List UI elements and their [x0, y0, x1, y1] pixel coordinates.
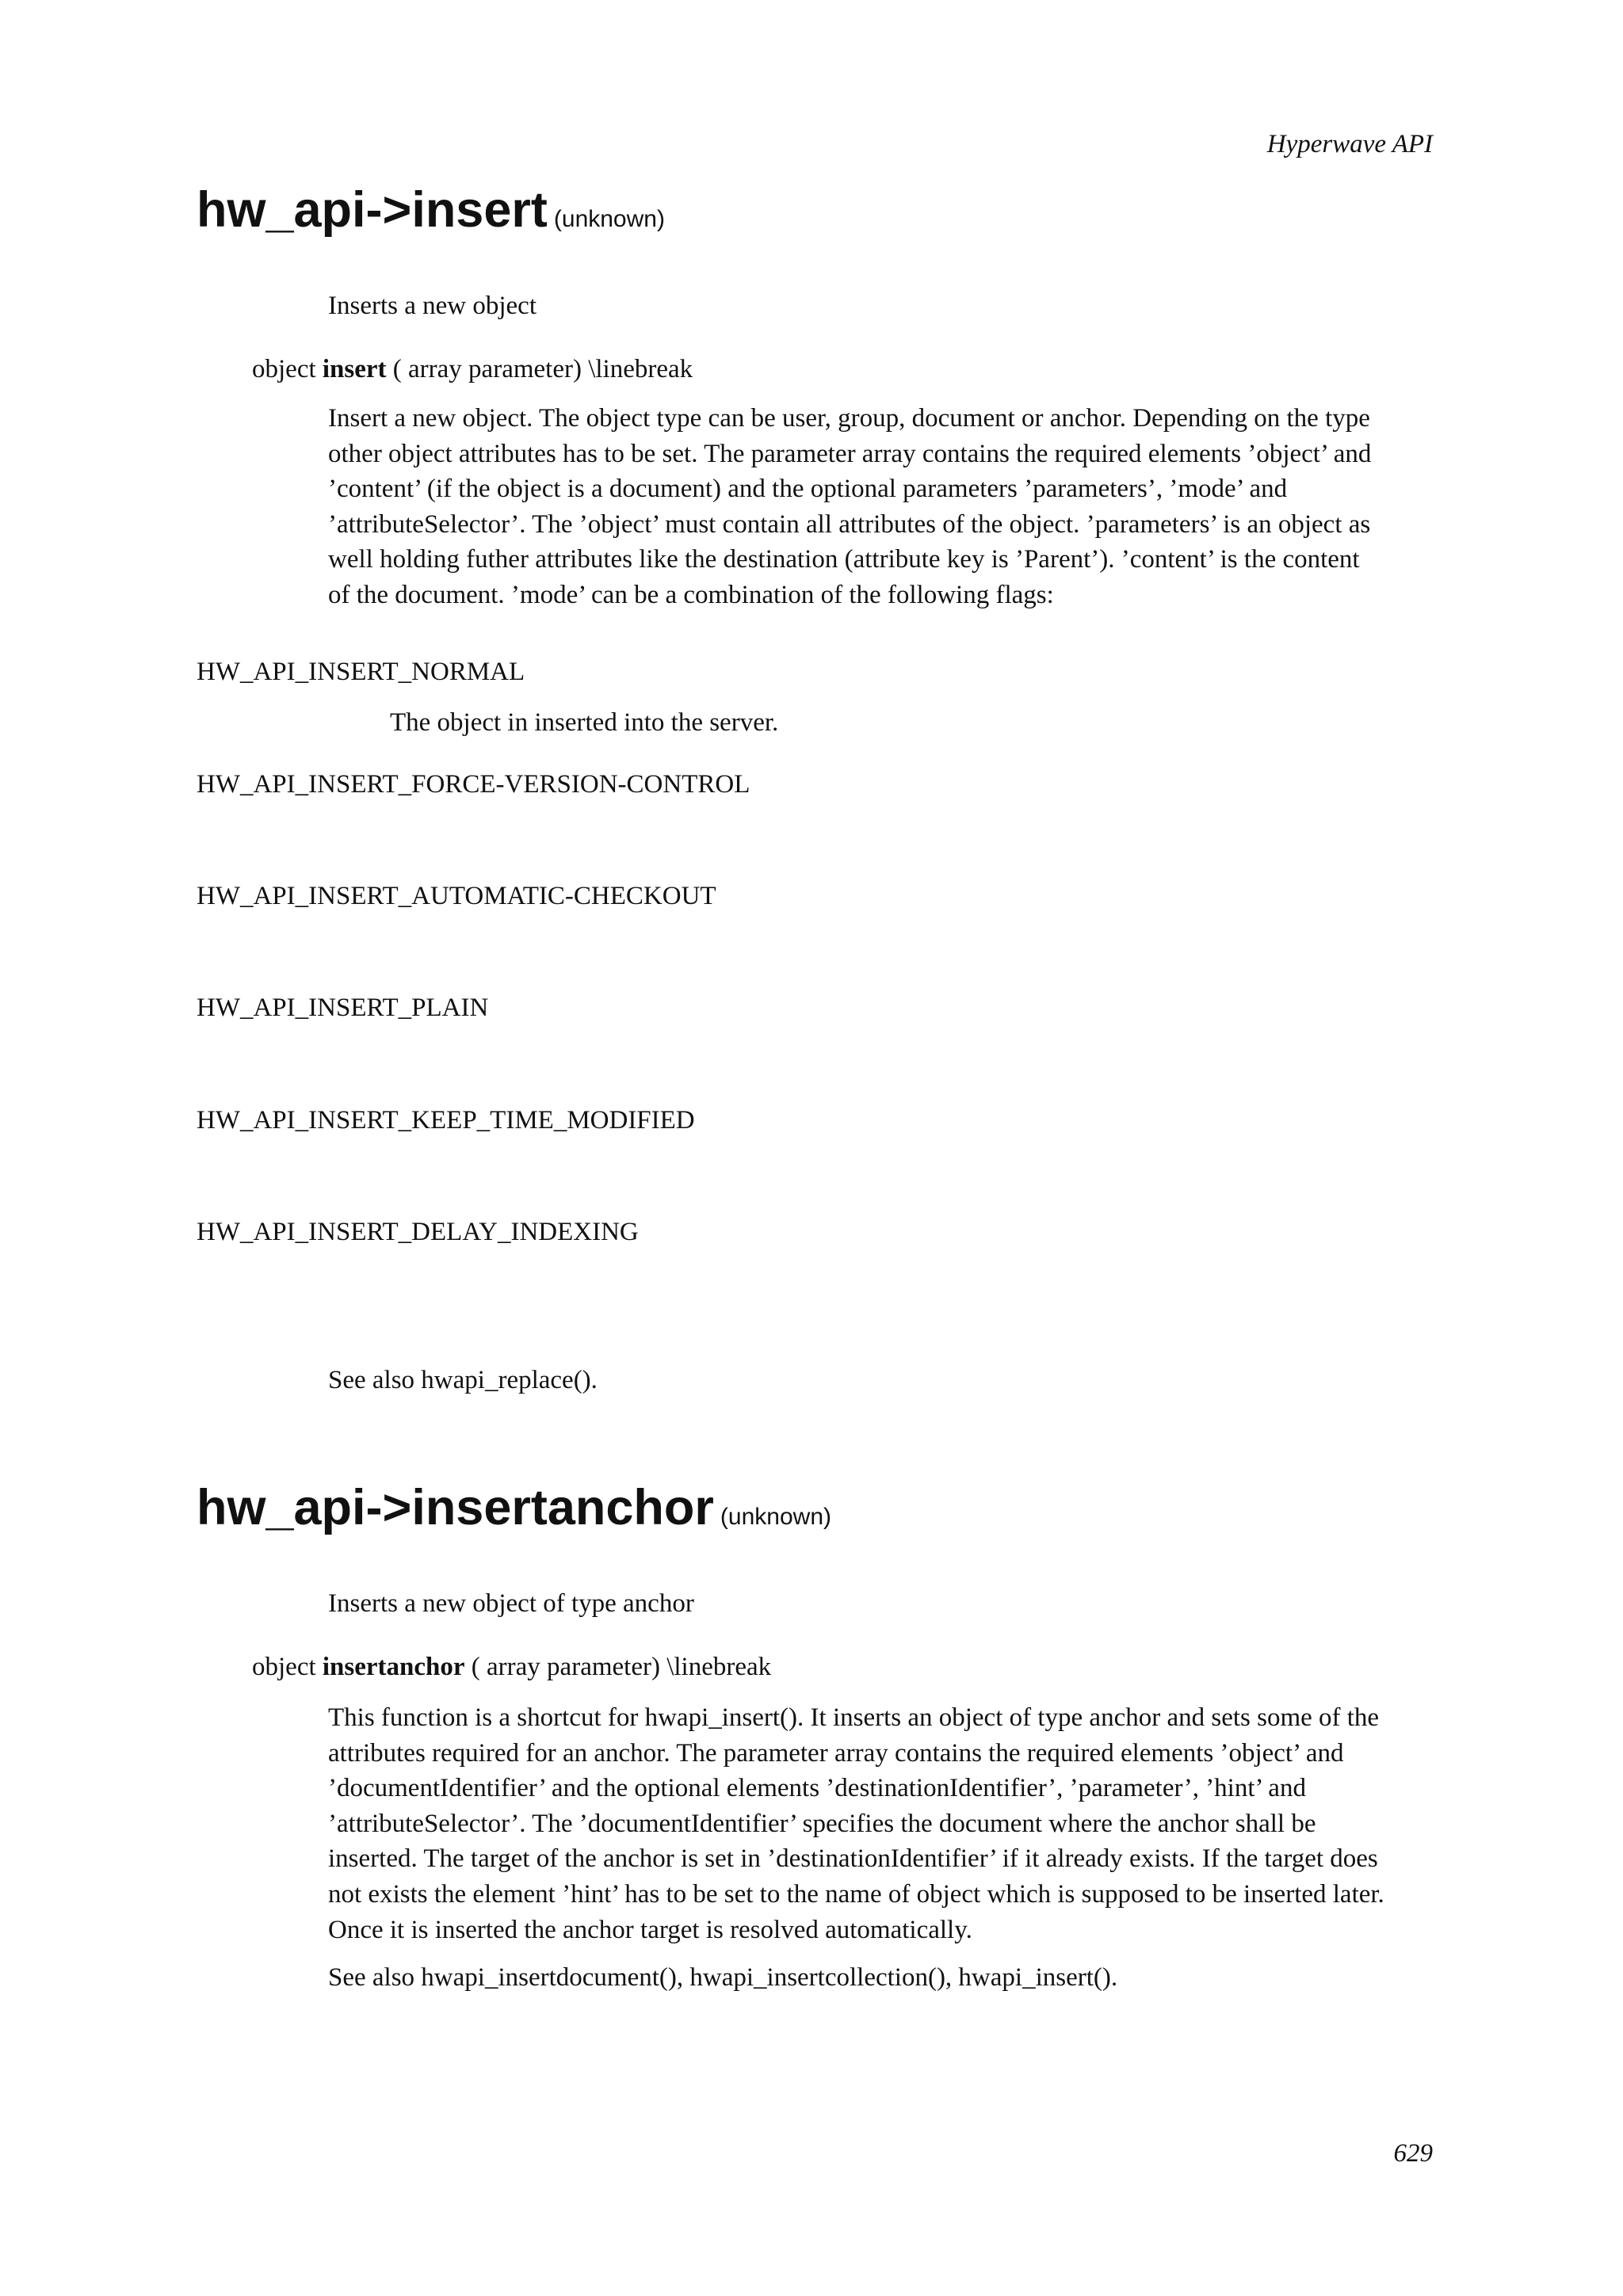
function-signature [252, 355, 693, 384]
flag-name: HW_API_INSERT_KEEP_TIME_MODIFIED [197, 1106, 695, 1135]
function-version: (unknown) [553, 206, 665, 232]
signature-name: insert [322, 355, 387, 383]
function-name: hw_api->insert [197, 182, 548, 238]
function-signature [252, 1653, 771, 1682]
function-purpose: Inserts a new object of type anchor [328, 1589, 694, 1618]
description-line: ’attributeSelector’. The ’documentIdentifier’ specifies the document where the anchor shall be [328, 1809, 1316, 1838]
function-name: hw_api->insertanchor [197, 1480, 714, 1535]
flag-name: HW_API_INSERT_NORMAL [197, 658, 525, 686]
function-title [197, 1480, 831, 1535]
function-description [328, 1700, 1384, 1947]
description-line: well holding futher attributes like the destination (attribute key is ’Parent’). ’content’ is the content [328, 545, 1360, 574]
description-line: of the document. ’mode’ can be a combination of the following flags: [328, 580, 1054, 609]
description-line: Insert a new object. The object type can be user, group, document or anchor. Depending on the type [328, 404, 1370, 433]
flag-name: HW_API_INSERT_AUTOMATIC-CHECKOUT [197, 882, 716, 910]
description-line: This function is a shortcut for hwapi_insert(). It inserts an object of type anchor and sets some of the [328, 1703, 1380, 1732]
description-line: ’content’ (if the object is a document) and the optional parameters ’parameters’, ’mode’ and [328, 475, 1288, 504]
signature-params: ( array parameter) \linebreak [471, 1653, 772, 1681]
return-type: object [252, 355, 316, 383]
function-title [197, 182, 665, 238]
page-number: 629 [1393, 2139, 1433, 2168]
running-header: Hyperwave API [1266, 130, 1433, 158]
signature-name: insertanchor [322, 1653, 465, 1681]
function-description [328, 401, 1371, 613]
function-purpose: Inserts a new object [328, 292, 537, 320]
description-line: attributes required for an anchor. The parameter array contains the required elements ’object’ and [328, 1738, 1344, 1768]
signature-params: ( array parameter) \linebreak [392, 355, 693, 383]
description-line: ’attributeSelector’. The ’object’ must contain all attributes of the object. ’parameters’ is an object as [328, 509, 1371, 539]
description-line: other object attributes has to be set. The parameter array contains the required elements ’object’ and [328, 439, 1372, 468]
description-line: ’documentIdentifier’ and the optional elements ’destinationIdentifier’, ’parameter’, ’hint’ and [328, 1774, 1306, 1803]
see-also: See also hwapi_replace(). [328, 1366, 598, 1394]
description-line: inserted. The target of the anchor is set in ’destinationIdentifier’ if it already exists. If the target does [328, 1844, 1378, 1874]
description-line: Once it is inserted the anchor target is resolved automatically. [328, 1915, 972, 1944]
flag-name: HW_API_INSERT_PLAIN [197, 994, 489, 1022]
flag-description: The object in inserted into the server. [390, 708, 779, 737]
see-also: See also hwapi_insertdocument(), hwapi_insertcollection(), hwapi_insert(). [328, 1963, 1118, 1992]
description-line: not exists the element ’hint’ has to be set to the name of object which is supposed to be inserted later. [328, 1879, 1384, 1909]
return-type: object [252, 1653, 316, 1681]
flag-name: HW_API_INSERT_FORCE-VERSION-CONTROL [197, 770, 750, 799]
flag-name: HW_API_INSERT_DELAY_INDEXING [197, 1218, 639, 1246]
function-version: (unknown) [720, 1504, 831, 1530]
